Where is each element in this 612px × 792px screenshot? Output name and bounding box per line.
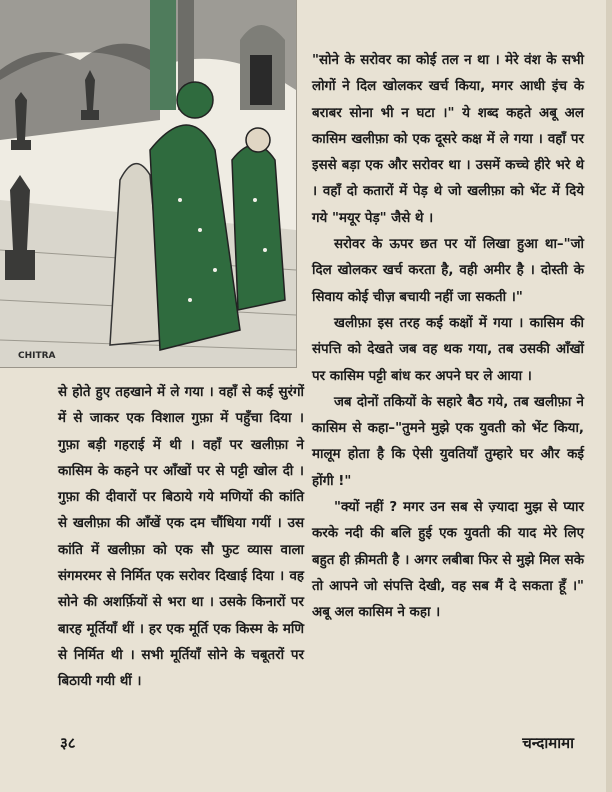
artist-signature: CHITRA xyxy=(18,351,56,361)
illustration-drawing xyxy=(0,0,296,367)
paragraph: से होते हुए तहखाने में ले गया । वहाँ से कई सुरंगों में से जाकर एक विशाल गुफ़ा में पहुँचा दिया । गुफ़ा बड़ी गहराई में थी । वहाँ पर खलीफ़ा ने कासिम के कहने पर आँखों पर से पट्टी खोल दी । गुफ़ा की दीवारों पर बिठाये गये मणियों की कांति से खलीफ़ा की आँखें एक दम चौंधिया गयीं । उस कांति में खलीफ़ा को एक सौ फुट व्यास वाला संगमरमर से निर्मित एक सरोवर दिखाई दिया । वह सोने की अशर्फ़ियों से भरा था । उसके किनारों पर बारह मूर्तियाँ थीं । हर एक मूर्ति एक किस्म के मणि से निर्मित थी । सभी मूर्तियाँ सोने के चबूतरों पर बिठायी गयी थीं । xyxy=(58,385,304,690)
left-text-column xyxy=(58,380,304,696)
paragraph: सरोवर के ऊपर छत पर यों लिखा हुआ था–"जो दिल खोलकर खर्च करता है, वही अमीर है । दोस्ती के सिवाय कोई चीज़ बचायी नहीं जा सकती ।" xyxy=(312,237,584,305)
paragraph: खलीफ़ा इस तरह कई कक्षों में गया । कासिम की संपत्ति को देखते जब वह थक गया, तब उसकी आँखों पर कासिम पट्टी बांध कर अपने घर ले आया । xyxy=(312,315,584,384)
page-edge xyxy=(606,0,612,792)
paragraph: "क्यों नहीं ? मगर उन सब से ज़्यादा मुझ से प्यार करके नदी की बलि हुई एक युवती की याद मेरे लिए बहुत ही क़ीमती है । अगर लबीबा फिर से मुझे मिल सके तो आपने जो संपत्ति देखी, वह सब मैं दे सकता हूँ ।" अबू अल कासिम ने कहा । xyxy=(312,500,584,621)
paragraph: जब दोनों तकियों के सहारे बैठ गये, तब खलीफ़ा ने कासिम से कहा–"तुमने मुझे एक युवती को भेंट किया, मालूम होता है कि ऐसी युवतियाँ तुम्हारे घर और कई होंगी !" xyxy=(312,394,584,489)
magazine-name: चन्दामामा xyxy=(522,734,574,752)
page-number: ३८ xyxy=(60,734,76,752)
paragraph: "सोने के सरोवर का कोई तल न था । मेरे वंश के सभी लोगों ने दिल खोलकर खर्च किया, मगर आधी इंच के बराबर सोना भी न घटा ।" ये शब्द कहते अबू अल कासिम खलीफ़ा को एक दूसरे कक्ष में ले गया । वहाँ पर इससे बड़ा एक और सरोवर था । उसमें कच्चे हीरे भरे थे । वहाँ दो कतारों में पेड़ थे जो खलीफ़ा को भेंट में दिये गये "मयूर पेड़" जैसे थे । xyxy=(312,53,584,226)
story-illustration xyxy=(0,0,297,368)
right-text-column xyxy=(312,48,584,627)
